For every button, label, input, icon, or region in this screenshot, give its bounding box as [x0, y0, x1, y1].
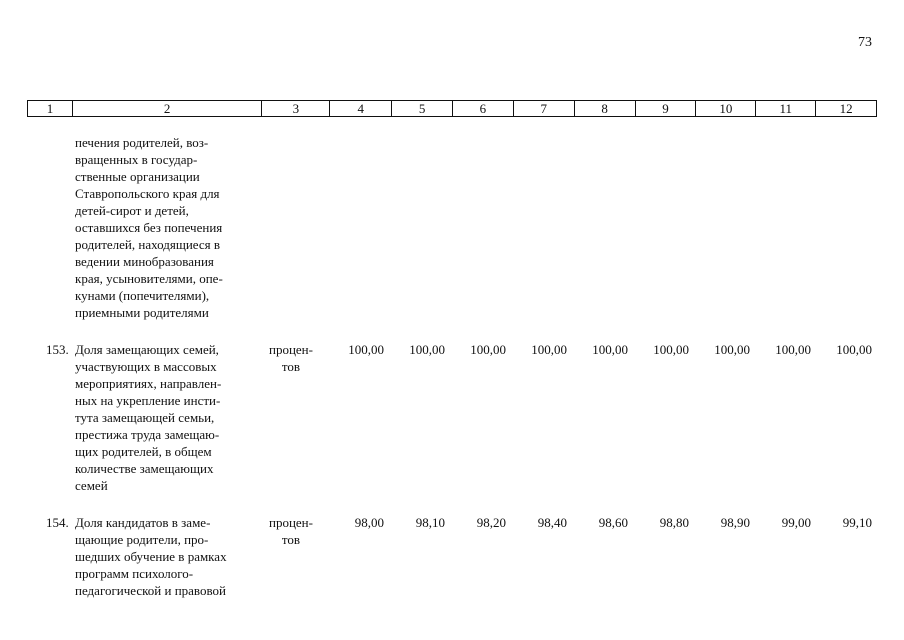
- table-header-row: [27, 100, 877, 117]
- value-col-8: 100,00: [592, 342, 628, 357]
- value-col-7: 98,40: [537, 515, 567, 530]
- value-col-9: 100,00: [653, 342, 689, 357]
- header-cell-4: 4: [330, 101, 392, 116]
- value-col-7: 100,00: [531, 342, 567, 357]
- header-cell-6: 6: [453, 101, 514, 116]
- header-cell-5: 5: [392, 101, 453, 116]
- header-cell-11: 11: [756, 101, 816, 116]
- header-cell-12: 12: [839, 101, 853, 116]
- indicator-name: Доля замещающих семей, участвующих в массовых мероприятиях, направлен- ных на укрепление инсти- тута замещающей семьи, престижа труда замещаю- щих родителей, в общем количестве замещающих семей: [75, 342, 222, 493]
- value-col-12: 100,00: [836, 342, 872, 357]
- header-cell-10: 10: [696, 101, 756, 116]
- value-col-4: 98,00: [354, 515, 384, 530]
- value-col-12: 99,10: [842, 515, 872, 530]
- unit-of-measure: процен- тов: [269, 342, 313, 374]
- value-col-5: 98,10: [415, 515, 445, 530]
- header-cell-9: 9: [636, 101, 697, 116]
- value-col-10: 100,00: [714, 342, 750, 357]
- header-cell-1: 1: [28, 101, 73, 116]
- header-cell-7: 7: [514, 101, 575, 116]
- value-col-6: 100,00: [470, 342, 506, 357]
- header-cell-8: 8: [575, 101, 636, 116]
- value-col-11: 100,00: [775, 342, 811, 357]
- indicator-name: печения родителей, воз- вращенных в государ- ственные организации Ставропольского края для детей-сирот и детей, оставшихся без попечения родителей, находящиеся в ведении минобразования края, усыновителями, опе- кунами (попечителями), приемными родителями: [75, 135, 223, 320]
- row-number: 154.: [46, 515, 69, 530]
- value-col-10: 98,90: [720, 515, 750, 530]
- value-col-6: 98,20: [476, 515, 506, 530]
- value-col-5: 100,00: [409, 342, 445, 357]
- unit-of-measure: процен- тов: [269, 515, 313, 547]
- value-col-11: 99,00: [781, 515, 811, 530]
- value-col-8: 98,60: [598, 515, 628, 530]
- value-col-9: 98,80: [659, 515, 689, 530]
- header-cell-2: 2: [73, 101, 263, 116]
- value-col-4: 100,00: [348, 342, 384, 357]
- page-number: 73: [858, 35, 872, 50]
- indicator-name: Доля кандидатов в заме- щающие родители, про- шедших обучение в рамках программ психолого- педагогической и правовой: [75, 515, 227, 598]
- header-cell-3: 3: [262, 101, 330, 116]
- row-number: 153.: [46, 342, 69, 357]
